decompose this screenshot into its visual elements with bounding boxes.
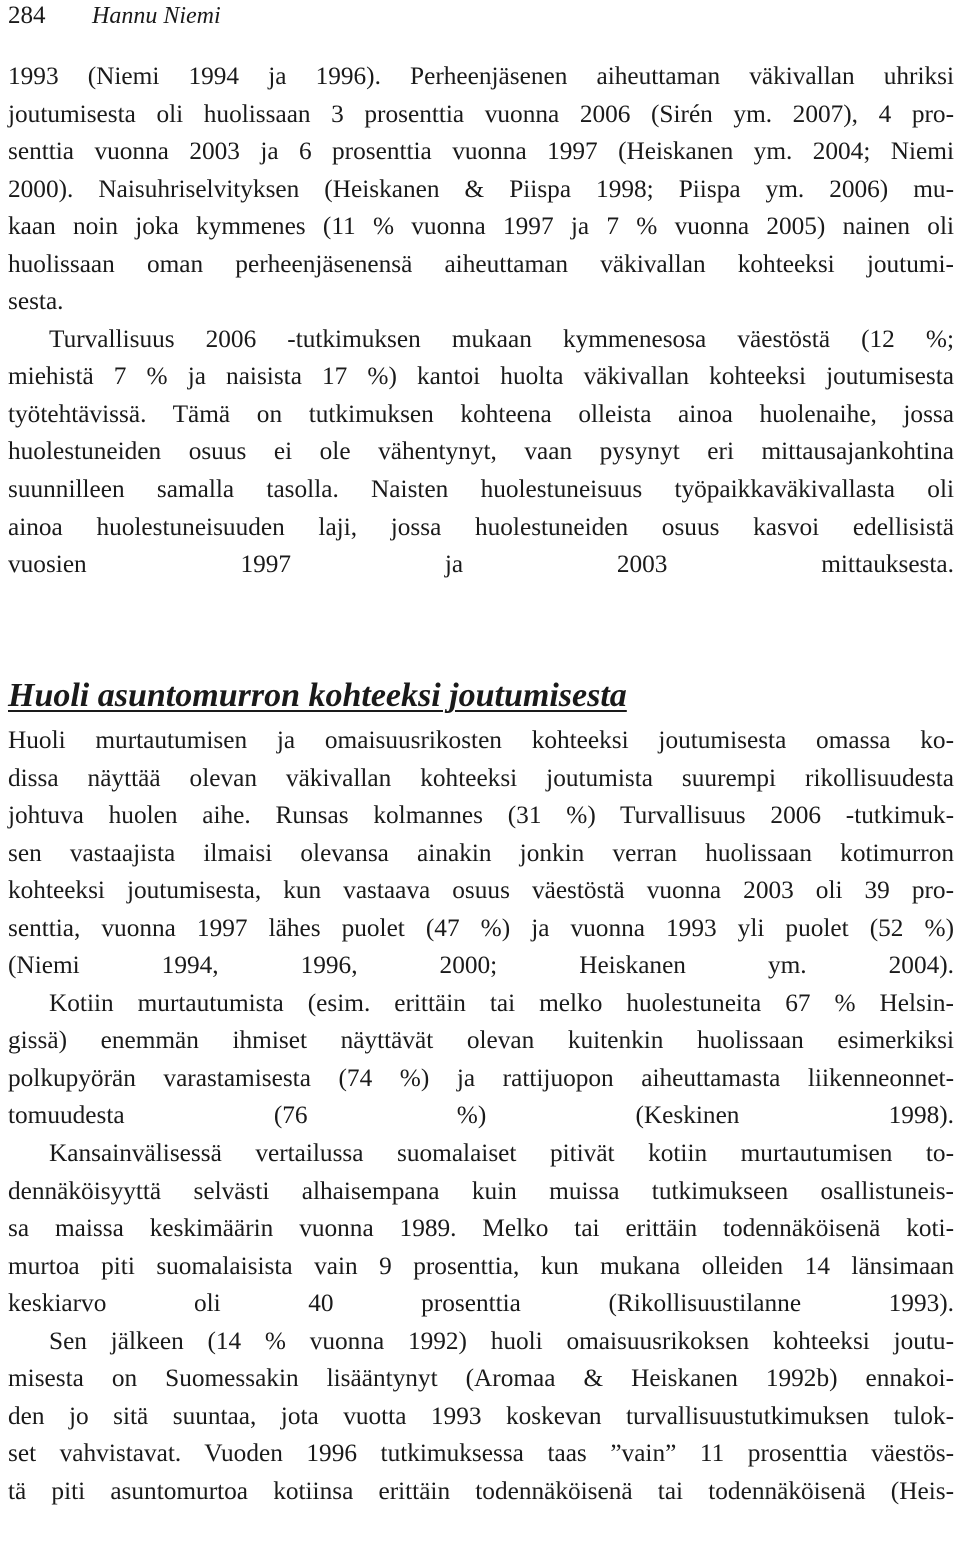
text-line: joutumisesta oli huolissaan 3 prosenttia vuonna 2006 (Sirén ym. 2007), 4 pro- [8, 99, 954, 128]
text-line: työtehtävissä. Tämä on tutkimuksen kohteena olleista ainoa huolenaihe, jossa [8, 399, 954, 428]
text-line: senttia, vuonna 1997 lähes puolet (47 %) ja vuonna 1993 yli puolet (52 %) [8, 913, 954, 942]
text-line: sesta. [8, 287, 64, 316]
text-line: 1993 (Niemi 1994 ja 1996). Perheenjäsenen aiheuttaman väkivallan uhriksi [8, 62, 954, 90]
paragraph [8, 321, 954, 584]
running-head [8, 0, 221, 36]
text-line: sen vastaajista ilmaisi olevansa ainakin jonkin verran huolissaan kotimurron [8, 838, 954, 867]
text-line: senttia vuonna 2003 ja 6 prosenttia vuonna 1997 (Heiskanen ym. 2004; Niemi [8, 137, 954, 166]
text-line: johtuva huolen aihe. Runsas kolmannes (31 %) Turvallisuus 2006 -tutkimuk- [8, 801, 954, 830]
text-line: Turvallisuus 2006 -tutkimuksen mukaan kymmenesosa väestöstä (12 %; [49, 324, 954, 353]
intro-text [8, 58, 954, 584]
running-head-author: Hannu Niemi [92, 3, 221, 29]
text-line: misesta on Suomessakin lisääntynyt (Aromaa & Heiskanen 1992b) ennakoi- [8, 1364, 954, 1393]
paragraph [8, 722, 954, 985]
text-line: miehistä 7 % ja naisista 17 %) kantoi huolta väkivallan kohteeksi joutumisesta [8, 362, 954, 391]
text-line: Kotiin murtautumista (esim. erittäin tai melko huolestuneita 67 % Helsin- [49, 988, 954, 1017]
paragraph [8, 58, 954, 321]
text-line: huolissaan oman perheenjäsenensä aiheuttaman väkivallan kohteeksi joutumi- [8, 249, 954, 278]
text-line: kohteeksi joutumisesta, kun vastaava osuus väestöstä vuonna 2003 oli 39 pro- [8, 876, 954, 905]
text-line: vuosien 1997 ja 2003 mittauksesta. [8, 550, 954, 579]
text-line: Kansainvälisessä vertailussa suomalaiset pitivät kotiin murtautumisen to- [49, 1139, 954, 1168]
paragraph [8, 985, 954, 1135]
text-line: Huoli murtautumisen ja omaisuusrikosten kohteeksi joutumisesta omassa ko- [8, 726, 954, 754]
text-line: (Niemi 1994, 1996, 2000; Heiskanen ym. 2004). [8, 951, 954, 980]
text-line: keskiarvo oli 40 prosenttia (Rikollisuustilanne 1993). [8, 1289, 954, 1318]
page-number: 284 [8, 2, 46, 29]
text-line: den jo sitä suuntaa, jota vuotta 1993 koskevan turvallisuustutkimuksen tulok- [8, 1401, 954, 1430]
paragraph [8, 1323, 954, 1511]
text-line: murtoa piti suomalaisista vain 9 prosenttia, kun mukana olleiden 14 länsimaan [8, 1251, 954, 1280]
text-line: polkupyörän varastamisesta (74 %) ja rattijuopon aiheuttamasta liikenneonnet- [8, 1063, 954, 1092]
paragraph [8, 1135, 954, 1323]
text-line: kaan noin joka kymmenes (11 % vuonna 1997 ja 7 % vuonna 2005) nainen oli [8, 212, 954, 241]
text-line: huolestuneiden osuus ei ole vähentynyt, vaan pysynyt eri mittausajankohtina [8, 437, 954, 466]
text-line: ainoa huolestuneisuuden laji, jossa huolestuneiden osuus kasvoi edellisistä [8, 512, 954, 541]
text-line: Sen jälkeen (14 % vuonna 1992) huoli omaisuusrikoksen kohteeksi joutu- [49, 1326, 954, 1355]
text-line: tä piti asuntomurtoa kotiinsa erittäin todennäköisenä tai todennäköisenä (Heis- [8, 1476, 954, 1505]
text-line: tomuudesta (76 %) (Keskinen 1998). [8, 1101, 954, 1130]
text-line: suunnilleen samalla tasolla. Naisten huolestuneisuus työpaikkaväkivallasta oli [8, 475, 954, 504]
text-line: gissä) enemmän ihmiset näyttävät olevan kuitenkin huolissaan esimerkiksi [8, 1026, 954, 1055]
text-line: 2000). Naisuhriselvityksen (Heiskanen & Piispa 1998; Piispa ym. 2006) mu- [8, 174, 954, 203]
text-line: dennäköisyyttä selvästi alhaisempana kuin muissa tutkimukseen osallistuneis- [8, 1176, 954, 1205]
text-line: set vahvistavat. Vuoden 1996 tutkimuksessa taas ”vain” 11 prosenttia väestös- [8, 1439, 954, 1468]
text-line: sa maissa keskimäärin vuonna 1989. Melko tai erittäin todennäköisenä koti- [8, 1214, 954, 1243]
section-heading: Huoli asuntomurron kohteeksi joutumisesta [8, 677, 627, 714]
text-line: dissa näyttää olevan väkivallan kohteeksi joutumista suurempi rikollisuudesta [8, 763, 954, 792]
burglary-section-text [8, 722, 954, 1510]
